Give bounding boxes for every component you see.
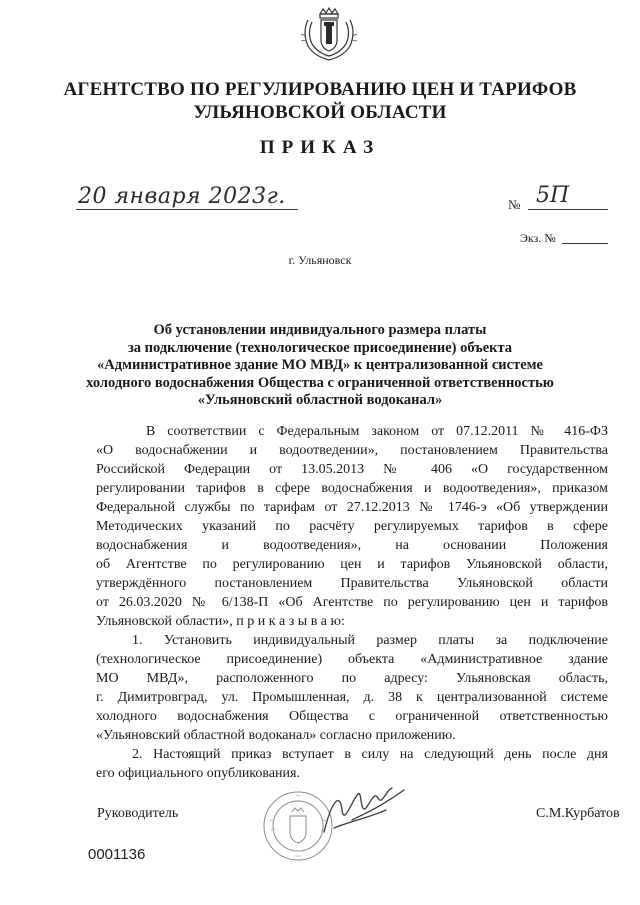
agency-name-line2: УЛЬЯНОВСКОЙ ОБЛАСТИ bbox=[193, 102, 447, 123]
subject-line: холодного водоснабжения Общества с ограниченной ответственностью bbox=[86, 374, 554, 391]
body-line: его официального опубликования. bbox=[96, 766, 300, 781]
order-number: 5П bbox=[536, 183, 570, 208]
body-line: В соответствии с Федеральным законом от 07.12.2011 № 416-ФЗ bbox=[146, 424, 608, 439]
document-serial-number: 0001136 bbox=[88, 846, 146, 863]
handwritten-signature-icon bbox=[312, 770, 422, 850]
subject-line: «Ульяновский областной водоканал» bbox=[197, 392, 443, 409]
subject-line: Об установлении индивидуального размера платы bbox=[153, 322, 487, 338]
number-underline bbox=[528, 209, 608, 210]
agency-name-line1: АГЕНТСТВО ПО РЕГУЛИРОВАНИЮ ЦЕН И ТАРИФОВ bbox=[63, 79, 577, 100]
body-line: г. Димитровград, ул. Промышленная, д. 38 к централизованной системе bbox=[96, 690, 608, 705]
order-date: 20 января 2023г. bbox=[78, 184, 286, 209]
signatory-role: Руководитель bbox=[97, 806, 179, 821]
body-line: водоснабжения и водоотведения», на основании Положения bbox=[96, 538, 608, 553]
body-line: регулировании тарифов в сфере водоснабжения и водоотведения», приказом bbox=[96, 481, 608, 496]
body-line: (технологическое присоединение) объекта «Административное здание bbox=[96, 652, 608, 667]
body-text bbox=[96, 422, 608, 783]
order-number-label: № bbox=[508, 197, 521, 212]
body-line: об Агентстве по регулированию цен и тарифов Ульяновской области, bbox=[96, 557, 608, 572]
body-line: утверждённого постановлением Правительства Ульяновской области bbox=[96, 576, 608, 591]
body-line: «Ульяновский областной водоканал» согласно приложению. bbox=[96, 728, 456, 743]
body-line: от 26.03.2020 № 6/138-П «Об Агентстве по регулированию цен и тарифов bbox=[96, 595, 608, 610]
body-line: 1. Установить индивидуальный размер платы за подключение bbox=[132, 633, 608, 648]
body-line: Методических указаний по расчёту регулируемых тарифов в сфере bbox=[96, 519, 608, 534]
copy-number-label: Экз. № bbox=[520, 231, 556, 245]
coat-of-arms-icon bbox=[298, 6, 360, 64]
body-line: Федеральной службы по тарифам от 27.12.2013 № 1746-э «Об утверждении bbox=[96, 500, 608, 515]
copy-number-underline bbox=[562, 243, 608, 244]
body-line: «О водоснабжении и водоотведении», постановлением Правительства bbox=[96, 443, 608, 458]
body-line: МО МВД», расположенного по адресу: Ульяновская область, bbox=[96, 671, 608, 686]
signatory-name: С.М.Курбатов bbox=[536, 806, 620, 821]
date-underline bbox=[76, 209, 298, 210]
city: г. Ульяновск bbox=[288, 253, 352, 267]
order-title: ПРИКАЗ bbox=[259, 137, 381, 158]
subject-line: «Административное здание МО МВД» к централизованной системе bbox=[97, 357, 543, 374]
body-line: 2. Настоящий приказ вступает в силу на следующий день после дня bbox=[132, 747, 608, 762]
body-line: холодного водоснабжения Общества с ограниченной ответственностью bbox=[96, 709, 608, 724]
subject-line: за подключение (технологическое присоединение) объекта bbox=[127, 339, 513, 356]
order-subject bbox=[80, 322, 560, 410]
body-line: Российской Федерации от 13.05.2013 № 406 «О государственном bbox=[96, 462, 608, 477]
body-line: Ульяновской области», п р и к а з ы в а ю: bbox=[96, 614, 345, 629]
